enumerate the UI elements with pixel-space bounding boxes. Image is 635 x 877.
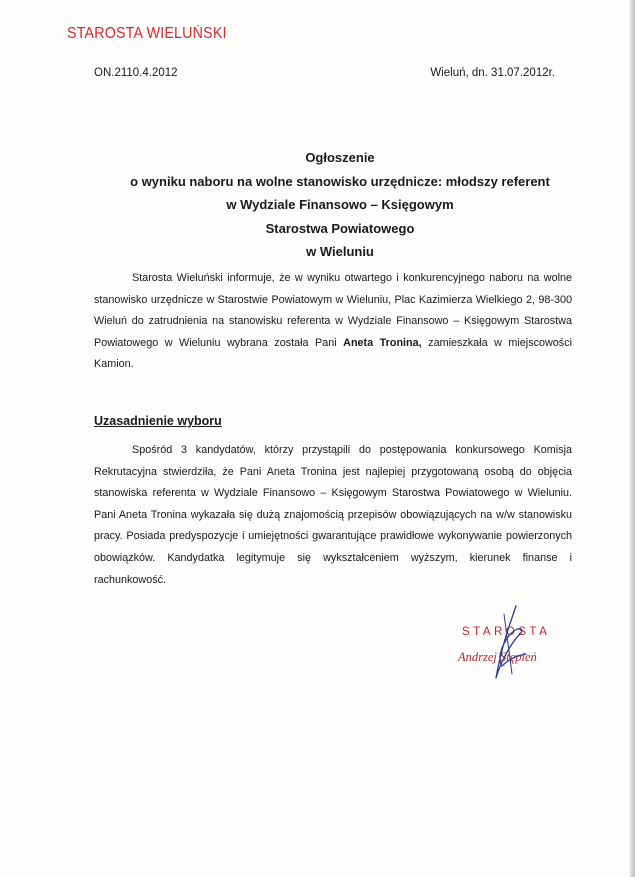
justification-text: Spośród 3 kandydatów, którzy przystąpili do postępowania konkursowego Komisja Rekrutacyjna stwierdziła, że Pani Aneta Tronina jest najlepiej przygotowaną osobą do objęcia stanowiska referenta w Wydziale Finansowo – Księgowym Starostwa Powiatowego w Wieluniu. Pani Aneta Tronina wykazała się dużą znajomością przepisów obowiązujących na w/w stanowisku pracy. Posiada predyspozycje i umiejętności gwarantujące prawidłowe wykonywanie powierzonych obowiązków. Kandydatka legitymuje się wykształceniem wyższym, kierunek finanse i rachunkowość. [94, 444, 572, 586]
scan-edge [629, 0, 635, 877]
selected-candidate-name: Aneta Tronina, [343, 336, 422, 349]
place-and-date: Wieluń, dn. 31.07.2012r. [430, 67, 555, 79]
announcement-text-start: Starosta Wieluński informuje, że w wyniku otwartego i konkurencyjnego naboru na wolne stanowisko urzędnicze w Starostwie Powiatowym w Wieluniu, Plac Kazimierza Wielkiego 2, 98-300 Wieluń do zatrudnienia na stanowisku referenta w Wydziale Finansowo – Księgowym Starostwa Powiatowego w Wieluniu wybrana została Pani [94, 272, 572, 349]
title-line-3: w Wydziale Finansowo – Księgowym [226, 197, 454, 212]
signature-stamp-title: STAROSTA [462, 626, 551, 638]
justification-heading: Uzasadnienie wyboru [94, 414, 222, 428]
handwritten-signature [476, 604, 536, 684]
announcement-paragraph [94, 268, 572, 376]
reference-number: ON.2110.4.2012 [94, 67, 178, 79]
justification-paragraph [94, 440, 572, 591]
letterhead: STAROSTA WIELUŃSKI [67, 25, 227, 42]
title-line-1: Ogłoszenie [305, 150, 375, 165]
signature-stamp-name: Andrzej Stępień [458, 650, 537, 664]
title-line-2: o wyniku naboru na wolne stanowisko urzędnicze: młodszy referent [130, 173, 550, 189]
title-line-5: w Wieluniu [306, 244, 374, 259]
title-line-4: Starostwa Powiatowego [265, 220, 415, 236]
announcement-title [60, 146, 620, 264]
announcement-text-end: zamieszkała w miejscowości Kamion. [94, 336, 572, 371]
